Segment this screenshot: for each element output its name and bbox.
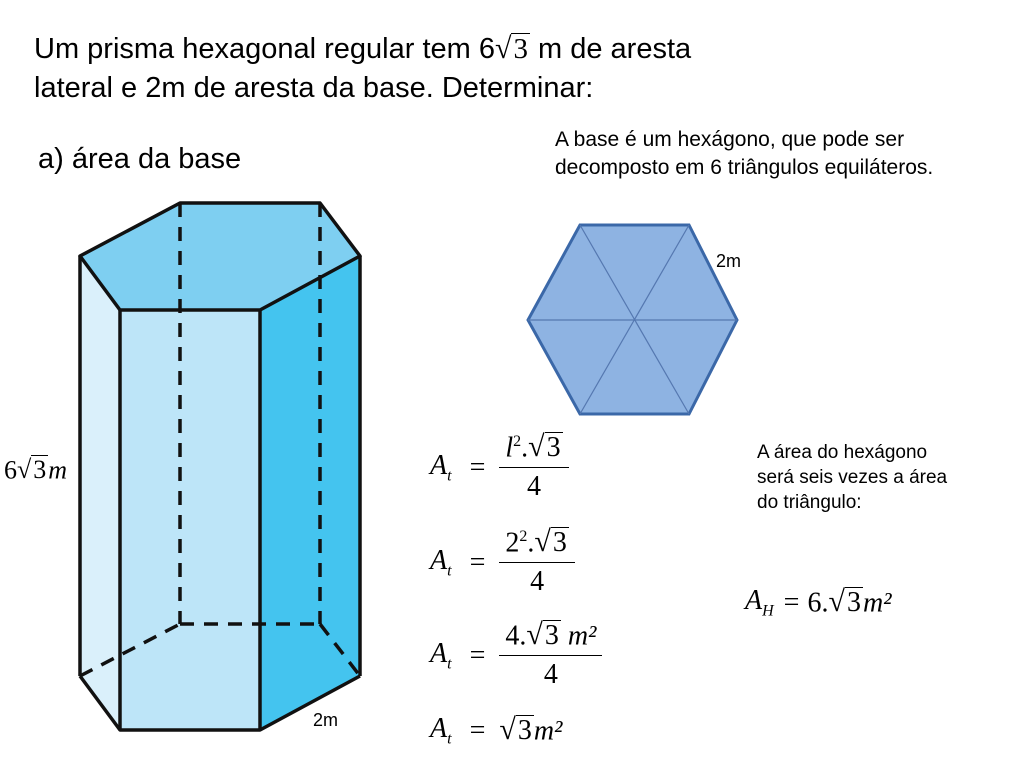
lateral-unit: m (48, 455, 68, 485)
part-a-heading: a) área da base (38, 143, 242, 175)
base-description: A base é um hexágono, que pode ser decomposto em 6 triângulos equiláteros. (555, 128, 934, 179)
eq1-denominator: 4 (526, 471, 541, 503)
problem-line-1-start: Um prisma hexagonal regular tem 6 (34, 33, 495, 65)
eq2-numerator: $2^2$. √ 3 (499, 527, 574, 563)
lateral-coef: 6 (4, 455, 17, 485)
eq2-equals: = (469, 546, 486, 578)
prism-base-edge-label: 2m (313, 710, 339, 730)
equation-4 (430, 713, 562, 749)
lateral-edge-label (4, 455, 67, 485)
sqrt-radicand: 3 (513, 32, 528, 65)
problem-line-2: lateral e 2m de aresta da base. Determinar: (34, 72, 594, 104)
eq4-equals: = (469, 714, 486, 746)
hexagon-area-equation (745, 585, 892, 621)
sqrt-symbol: √ 3 (494, 32, 528, 65)
prism-left-face (80, 256, 120, 730)
eq4-lhs: $A_t$ (430, 713, 452, 748)
eq3-lhs: $A_t$ (430, 637, 452, 673)
eq2-fraction (499, 527, 574, 598)
prism-front-face (120, 310, 260, 730)
problem-line-1-end: m de aresta (529, 33, 692, 65)
prism-right-face (260, 256, 360, 730)
eq2-lhs: $A_t$ (430, 544, 452, 580)
hexagon-edge-label: 2m (716, 251, 742, 271)
eq3-numerator: 4. √ 3 m² (499, 620, 602, 656)
eq1-fraction (499, 432, 568, 503)
eq3-equals: = (469, 639, 486, 671)
eq3-denominator: 4 (543, 659, 558, 691)
lateral-sqrt: √ 3 (17, 455, 47, 485)
eq2-denominator: 4 (530, 566, 545, 598)
hex-equals: = (783, 586, 800, 618)
eq3-fraction (499, 620, 602, 691)
equation-1 (430, 432, 569, 503)
hex-lhs: $A_H$ (745, 585, 774, 620)
eq4-result: √ 3 m² (499, 712, 563, 746)
eq1-lhs: $A_t$ (430, 449, 452, 485)
lateral-radicand: 3 (33, 455, 47, 484)
hexagon-area-note: A área do hexágono será seis vezes a área do triângulo: (757, 442, 948, 513)
hex-result: 6. √ 3 m² (807, 584, 892, 618)
eq1-equals: = (469, 451, 486, 483)
eq1-numerator: $l^2$. √ 3 (499, 432, 568, 468)
equation-2 (430, 527, 575, 598)
equation-3 (430, 620, 602, 691)
